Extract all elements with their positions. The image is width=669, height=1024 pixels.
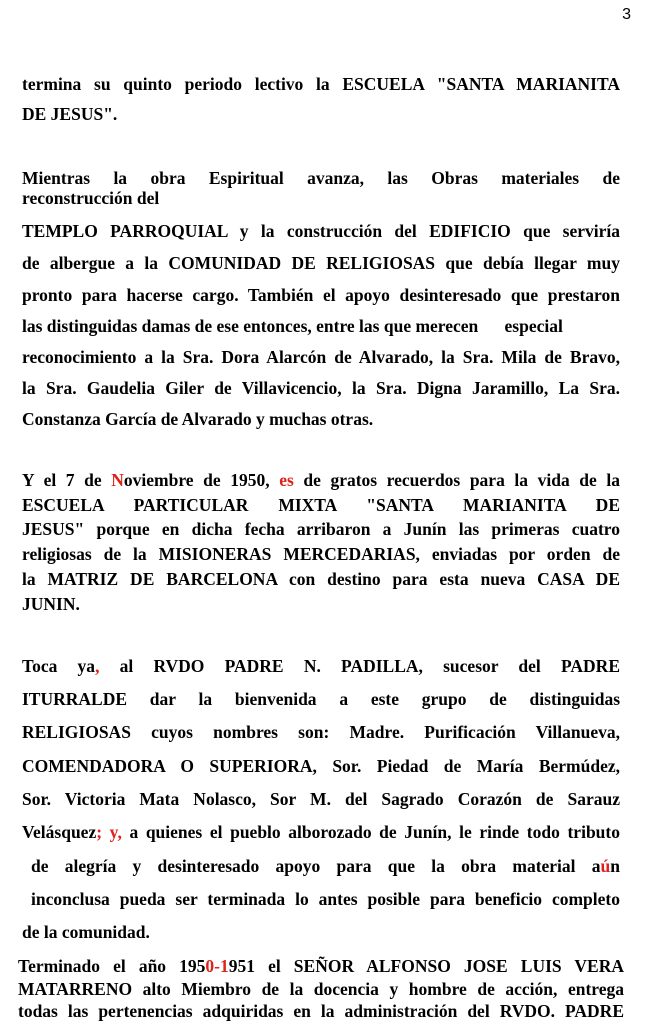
text-line: de la comunidad. bbox=[22, 922, 150, 942]
text-line: ESCUELA PARTICULAR MIXTA "SANTA MARIANITA DE bbox=[22, 495, 620, 515]
text-run: a quienes el pueblo alborozado de Junín, le rinde todo tributo bbox=[121, 822, 620, 842]
text-line: religiosas de la MISIONERAS MERCEDARIAS, enviadas por orden de bbox=[22, 544, 620, 564]
text-line: Mientras la obra Espiritual avanza, las Obras materiales de bbox=[22, 168, 620, 188]
text-line: TEMPLO PARROQUIAL y la construcción del EDIFICIO que serviría bbox=[22, 221, 620, 241]
text-line: termina su quinto periodo lectivo la ESCUELA "SANTA MARIANITA bbox=[22, 74, 620, 94]
text-line: pronto para hacerse cargo. También el apoyo desinteresado que prestaron bbox=[22, 285, 620, 305]
text-line: reconstrucción del bbox=[22, 188, 160, 208]
text-line: JESUS" porque en dicha fecha arribaron a Junín las primeras cuatro bbox=[22, 519, 620, 539]
text-run: de alegría y desinteresado apoyo para que la obra material a bbox=[31, 856, 601, 876]
text-line bbox=[22, 824, 620, 842]
text-line: Sor. Victoria Mata Nolasco, Sor M. del Sagrado Corazón de Sarauz bbox=[22, 789, 620, 809]
highlighted-text: es bbox=[279, 470, 294, 490]
text-line: COMENDADORA O SUPERIORA, Sor. Piedad de María Bermúdez, bbox=[22, 756, 620, 776]
text-line: la Sra. Gaudelia Giler de Villavicencio, la Sra. Digna Jaramillo, La Sra. bbox=[22, 378, 620, 398]
highlighted-text: 0-1 bbox=[205, 956, 229, 976]
text-run: Velásquez bbox=[22, 822, 97, 842]
page-number: 3 bbox=[622, 6, 631, 23]
text-line: DE JESUS". bbox=[22, 104, 118, 124]
text-line bbox=[31, 858, 620, 876]
text-line: la MATRIZ DE BARCELONA con destino para esta nueva CASA DE bbox=[22, 569, 620, 589]
text-line: reconocimiento a la Sra. Dora Alarcón de Alvarado, la Sra. Mila de Bravo, bbox=[22, 347, 620, 367]
text-run: n bbox=[610, 856, 620, 876]
text-line bbox=[22, 472, 620, 490]
text-line: inconclusa pueda ser terminada lo antes posible para beneficio completo bbox=[31, 889, 620, 909]
highlighted-text: ; y, bbox=[96, 822, 122, 842]
highlighted-text: ú bbox=[600, 856, 611, 876]
text-line: todas las pertenencias adquiridas en la administración del RVDO. PADRE bbox=[18, 1001, 624, 1021]
text-run: al RVDO PADRE N. PADILLA, sucesor del PADRE bbox=[99, 656, 620, 676]
highlighted-text: , bbox=[95, 656, 100, 676]
text-run: 951 el SEÑOR ALFONSO JOSE LUIS VERA bbox=[228, 956, 624, 976]
text-line: las distinguidas damas de ese entonces, entre las que merecen especial bbox=[22, 316, 563, 336]
text-line: Constanza García de Alvarado y muchas otras. bbox=[22, 409, 374, 429]
text-line: JUNIN. bbox=[22, 594, 80, 614]
text-run: Terminado el año 195 bbox=[18, 956, 206, 976]
text-line: de albergue a la COMUNIDAD DE RELIGIOSAS que debía llegar muy bbox=[22, 253, 620, 273]
text-line: MATARRENO alto Miembro de la docencia y hombre de acción, entrega bbox=[18, 979, 624, 999]
text-line: RELIGIOSAS cuyos nombres son: Madre. Purificación Villanueva, bbox=[22, 722, 620, 742]
text-line bbox=[18, 958, 624, 976]
highlighted-text: N bbox=[111, 470, 124, 490]
text-run: Toca ya bbox=[22, 656, 96, 676]
text-line bbox=[22, 658, 620, 676]
text-run: de gratos recuerdos para la vida de la bbox=[293, 470, 620, 490]
text-run: Y el 7 de bbox=[22, 470, 112, 490]
text-line: ITURRALDE dar la bienvenida a este grupo de distinguidas bbox=[22, 689, 620, 709]
text-run: oviembre de 1950, bbox=[123, 470, 280, 490]
